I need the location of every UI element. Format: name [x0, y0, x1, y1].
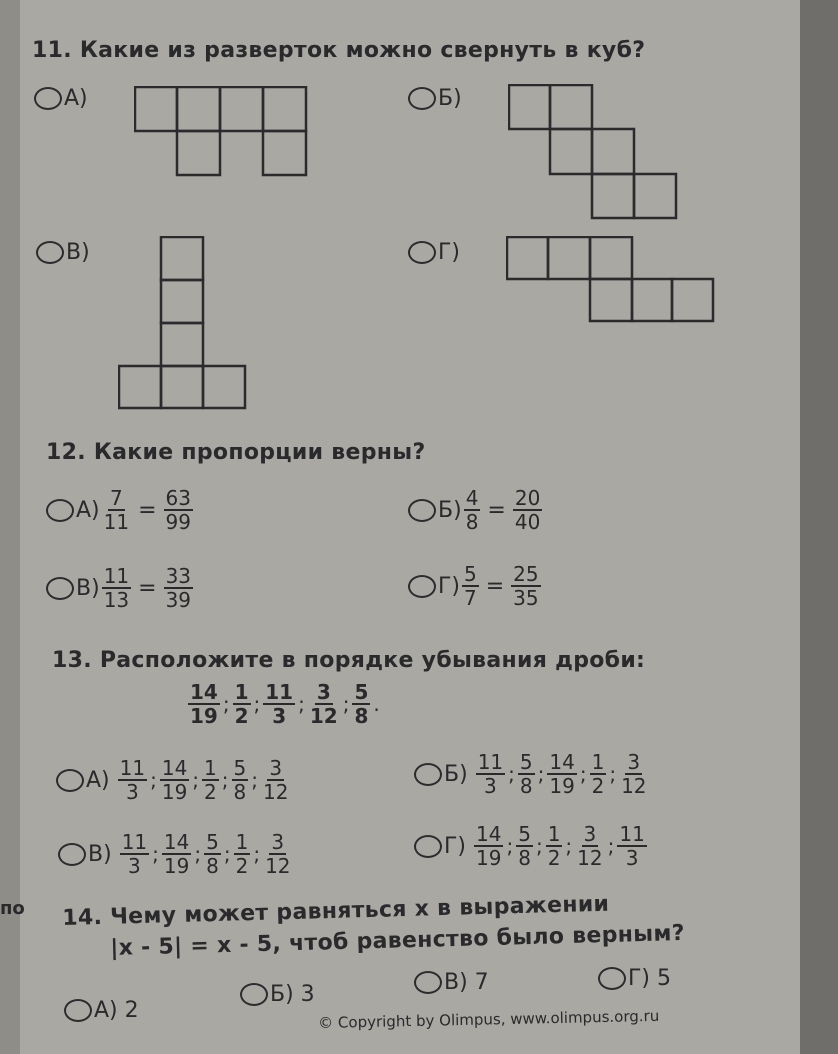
equals-sign: =: [485, 573, 505, 599]
separator: ;: [579, 762, 587, 786]
q14-option-b[interactable]: [240, 982, 315, 1007]
radio-circle[interactable]: [46, 499, 74, 522]
q14-option-g[interactable]: [598, 966, 671, 991]
fraction: $\frac{5}{8}$: [519, 750, 533, 798]
separator: ;: [609, 762, 617, 786]
separator: ;: [253, 842, 261, 866]
q11-option-b[interactable]: [408, 86, 462, 111]
separator: ;: [342, 692, 350, 716]
fraction: $\frac{4}{8}$: [465, 486, 479, 534]
fraction: $\frac{3}{12}$: [265, 830, 291, 878]
fraction: $\frac{11}{13}$: [103, 564, 130, 612]
fraction: $\frac{63}{99}$: [165, 486, 191, 534]
q13-option-label: Б): [444, 761, 468, 787]
q12-option-b[interactable]: [408, 488, 544, 532]
q14-option-g-label: Г) 5: [628, 966, 671, 991]
fraction: $\frac{25}{35}$: [513, 562, 539, 610]
fraction: $\frac{5}{8}$: [206, 830, 219, 878]
radio-circle[interactable]: [408, 575, 436, 598]
q13-title: 13. Расположите в порядке убывания дроби:: [52, 648, 646, 673]
fraction: $\frac{14}{19}$: [161, 756, 188, 804]
fraction: $\frac{5}{8}$: [518, 822, 531, 870]
fraction: $\frac{20}{40}$: [514, 486, 541, 534]
q12-option-a-label: А): [76, 497, 100, 523]
fraction: $\frac{3}{12}$: [621, 750, 647, 798]
separator: ;: [535, 834, 543, 858]
radio-circle[interactable]: [408, 241, 436, 264]
q12-option-v[interactable]: [46, 566, 195, 610]
radio-circle[interactable]: [58, 843, 86, 866]
separator: ;: [150, 768, 157, 792]
separator: ;: [253, 692, 261, 716]
separator: ;: [506, 834, 514, 858]
cube-net-a: [134, 86, 310, 178]
radio-circle[interactable]: [414, 971, 442, 994]
separator: ;: [152, 842, 159, 866]
separator: ;: [607, 834, 615, 858]
q14-option-a[interactable]: [64, 998, 139, 1023]
q13-option-a[interactable]: [56, 758, 292, 802]
q11-option-v[interactable]: [36, 240, 90, 265]
q11-option-a-label: А): [64, 86, 88, 111]
q12-option-g[interactable]: [408, 564, 543, 608]
separator: ;: [565, 834, 573, 858]
q12-option-g-label: Г): [438, 573, 460, 599]
cube-net-b: [508, 84, 678, 220]
q14-title-line1: 14. Чему может равняться x в выражении: [62, 891, 610, 931]
equals-sign: =: [138, 497, 157, 523]
fraction: $\frac{1}{2}$: [591, 750, 605, 798]
q12-option-a[interactable]: [46, 488, 195, 532]
q13-option-b[interactable]: [414, 752, 651, 796]
fraction: $\frac{1}{2}$: [204, 756, 217, 804]
separator: ;: [222, 692, 230, 716]
page-left-shadow: [0, 0, 20, 1054]
q11-title: 11. Какие из разверток можно свернуть в куб?: [32, 38, 646, 63]
fraction: $\frac{1}{2}$: [235, 830, 249, 878]
fraction: $\frac{11}{3}$: [477, 750, 504, 798]
cube-net-g: [506, 236, 716, 324]
separator: ;: [194, 842, 202, 866]
fraction: $\frac{14}{19}$: [549, 750, 575, 798]
cube-net-v: [118, 236, 248, 410]
copyright-text: © Copyright by Olimpus, www.olimpus.org.ru: [318, 1006, 660, 1032]
q14-title-line2: |x - 5| = x - 5, чтоб равенство было верным?: [110, 920, 686, 961]
radio-circle[interactable]: [46, 577, 74, 600]
fraction: $\frac{11}{3}$: [119, 756, 146, 804]
fraction: $\frac{11}{3}$: [619, 822, 645, 870]
separator: ;: [537, 762, 545, 786]
radio-circle[interactable]: [408, 87, 436, 110]
q13-given-fractions: [186, 682, 381, 726]
fraction: $\frac{1}{2}$: [234, 680, 249, 728]
fraction: $\frac{3}{12}$: [577, 822, 603, 870]
fraction: $\frac{14}{19}$: [163, 830, 190, 878]
margin-text: по: [0, 898, 25, 919]
fraction: $\frac{3}{12}$: [263, 756, 289, 804]
fraction: $\frac{11}{3}$: [121, 830, 148, 878]
fraction: $\frac{14}{19}$: [476, 822, 502, 870]
q12-option-b-label: Б): [438, 497, 462, 523]
separator: ;: [192, 768, 200, 792]
q12-option-v-label: В): [76, 575, 100, 601]
fraction: $\frac{33}{39}$: [165, 564, 192, 612]
q14-option-v-label: В) 7: [444, 970, 489, 995]
q11-option-v-label: В): [66, 240, 90, 265]
q14-option-v[interactable]: [414, 970, 489, 995]
radio-circle[interactable]: [34, 87, 62, 110]
radio-circle[interactable]: [414, 763, 442, 786]
separator: ;: [223, 842, 231, 866]
q11-option-g-label: Г): [438, 240, 460, 265]
fraction: $\frac{5}{8}$: [354, 680, 369, 728]
radio-circle[interactable]: [240, 983, 268, 1006]
radio-circle[interactable]: [64, 999, 92, 1022]
fraction: $\frac{7}{11}$: [103, 486, 130, 534]
separator: ;: [251, 768, 259, 792]
fraction: $\frac{5}{7}$: [464, 562, 477, 610]
fraction: $\frac{5}{8}$: [233, 756, 247, 804]
q12-title: 12. Какие пропорции верны?: [46, 440, 426, 465]
fraction: $\frac{1}{2}$: [547, 822, 561, 870]
q13-option-label: А): [86, 767, 110, 793]
q13-option-label: В): [88, 841, 112, 867]
q11-option-g[interactable]: [408, 240, 460, 265]
separator: ;: [221, 768, 229, 792]
radio-circle[interactable]: [36, 241, 64, 264]
separator: .: [373, 692, 380, 716]
q11-option-b-label: Б): [438, 86, 462, 111]
equals-sign: =: [138, 575, 157, 601]
fraction: $\frac{3}{12}$: [309, 680, 338, 728]
equals-sign: =: [487, 497, 506, 523]
q13-option-label: Г): [444, 833, 466, 859]
radio-circle[interactable]: [414, 835, 442, 858]
q11-option-a[interactable]: [34, 86, 88, 111]
fraction: $\frac{11}{3}$: [265, 680, 294, 728]
separator: ;: [298, 692, 305, 716]
q14-option-a-label: А) 2: [94, 998, 139, 1023]
fraction: $\frac{14}{19}$: [190, 680, 218, 728]
radio-circle[interactable]: [408, 499, 436, 522]
q13-option-v[interactable]: [58, 832, 295, 876]
radio-circle[interactable]: [56, 769, 84, 792]
separator: ;: [508, 762, 515, 786]
q13-option-g[interactable]: [414, 824, 649, 868]
q14-option-b-label: Б) 3: [270, 982, 315, 1007]
radio-circle[interactable]: [598, 967, 626, 990]
